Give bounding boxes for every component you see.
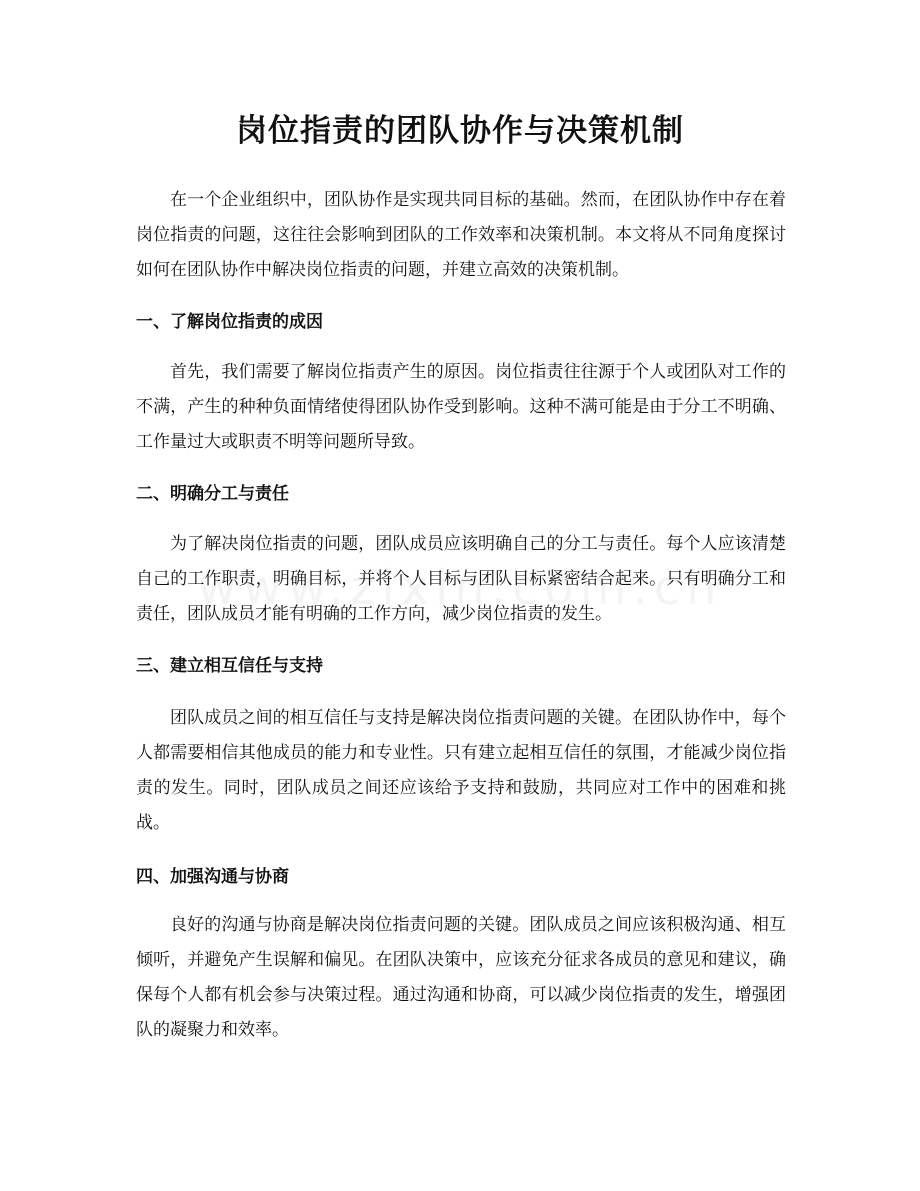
- section-heading-3: 三、建立相互信任与支持: [136, 656, 323, 676]
- intro-paragraph: 在一个企业组织中，团队协作是实现共同目标的基础。然而，在团队协作中存在着岗位指责的问题，这往往会影响到团队的工作效率和决策机制。本文将从不同角度探讨如何在团队协作中解决岗位指责的问题，并建立高效的决策机制。: [136, 190, 786, 280]
- section-body-3: 团队成员之间的相互信任与支持是解决岗位指责问题的关键。在团队协作中，每个人都需要相信其他成员的能力和专业性。只有建立起相互信任的氛围，才能减少岗位指责的发生。同时，团队成员之间还应该给予支持和鼓励，共同应对工作中的困难和挑战。: [136, 708, 786, 833]
- document-title: 岗位指责的团队协作与决策机制: [236, 113, 684, 149]
- section-heading-1: 一、了解岗位指责的成因: [136, 312, 323, 332]
- section-body-1: 首先，我们需要了解岗位指责产生的原因。岗位指责往往源于个人或团队对工作的不满，产生的种种负面情绪使得团队协作受到影响。这种不满可能是由于分工不明确、工作量过大或职责不明等问题所导致。: [136, 362, 786, 452]
- section-body-2: 为了解决岗位指责的问题，团队成员应该明确自己的分工与责任。每个人应该清楚自己的工作职责，明确目标，并将个人目标与团队目标紧密结合起来。只有明确分工和责任，团队成员才能有明确的工作方向，减少岗位指责的发生。: [136, 534, 786, 624]
- section-heading-4: 四、加强沟通与协商: [136, 867, 289, 887]
- section-heading-2: 二、明确分工与责任: [136, 484, 289, 504]
- section-body-4: 良好的沟通与协商是解决岗位指责问题的关键。团队成员之间应该积极沟通、相互倾听，并避免产生误解和偏见。在团队决策中，应该充分征求各成员的意见和建议，确保每个人都有机会参与决策过程。通过沟通和协商，可以减少岗位指责的发生，增强团队的凝聚力和效率。: [136, 915, 786, 1040]
